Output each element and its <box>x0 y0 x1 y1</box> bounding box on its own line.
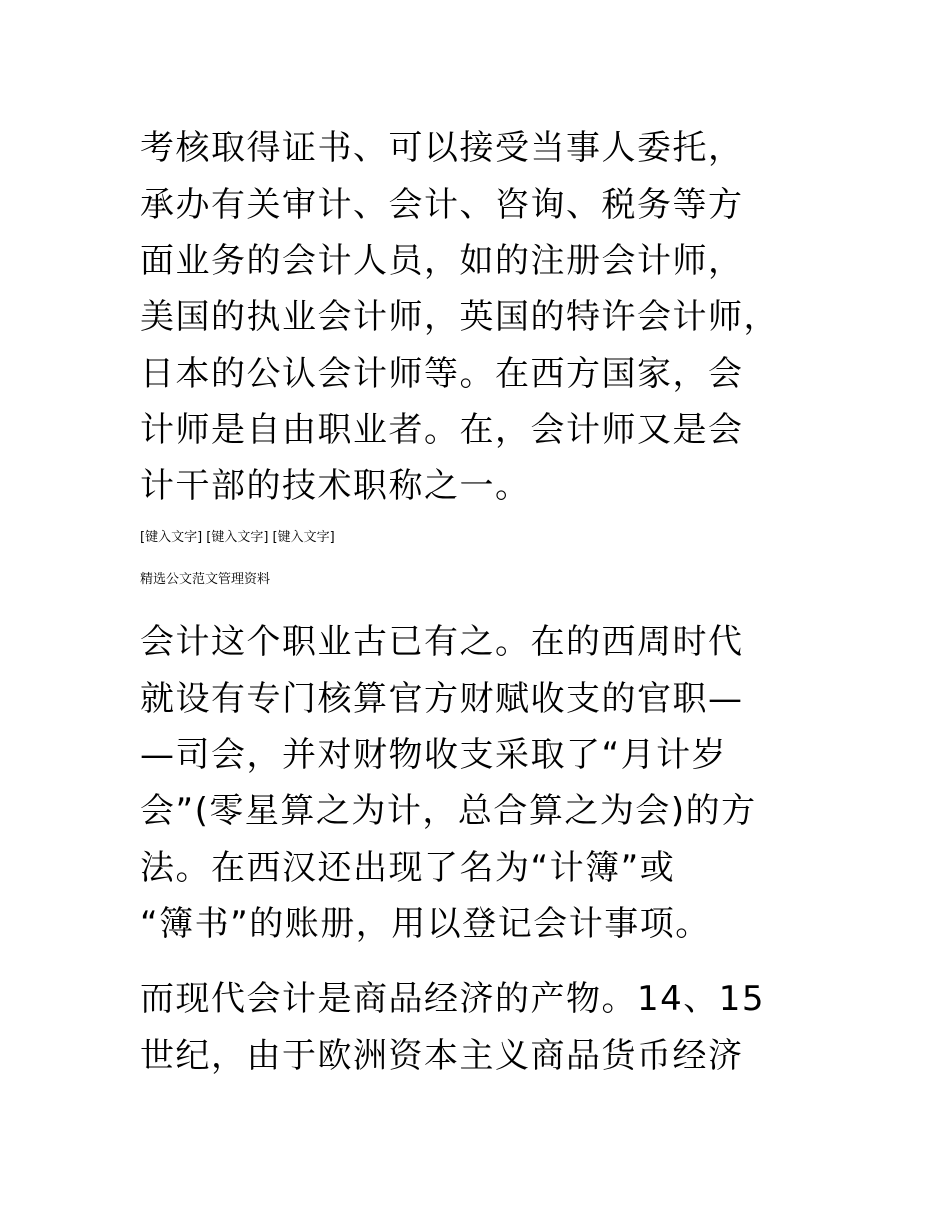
paragraph-3-line: 而现代会计是商品经济的产物。14、15 <box>140 979 766 1019</box>
paragraph-2-line: 法。在西汉还出现了名为“计簿”或 <box>140 848 676 888</box>
paragraph-1-line: 日本的公认会计师等。在西方国家，会 <box>140 354 744 394</box>
paragraph-1-line: 考核取得证书、可以接受当事人委托， <box>140 128 744 168</box>
paragraph-2-line: 就设有专门核算官方财赋收支的官职— <box>140 679 744 719</box>
paragraph-1-line: 面业务的会计人员，如的注册会计师， <box>140 241 744 281</box>
paragraph-2-line: “簿书”的账册，用以登记会计事项。 <box>140 904 711 944</box>
paragraph-1-line: 美国的执业会计师，英国的特许会计师， <box>140 297 779 337</box>
paragraph-1-line: 承办有关审计、会计、咨询、税务等方 <box>140 185 744 225</box>
paragraph-2-line: 会计这个职业古已有之。在的西周时代 <box>140 622 744 662</box>
paragraph-1-line: 计师是自由职业者。在，会计师又是会 <box>140 410 744 450</box>
header-placeholder: [键入文字] [键入文字] [键入文字] <box>140 530 335 545</box>
paragraph-1-line: 计干部的技术职称之一。 <box>140 466 531 506</box>
paragraph-3-line: 世纪，由于欧洲资本主义商品货币经济 <box>140 1036 744 1076</box>
paragraph-2-line: 会”(零星算之为计，总合算之为会)的方 <box>140 791 757 831</box>
document-caption: 精选公文范文管理资料 <box>140 572 271 587</box>
paragraph-2-line: —司会，并对财物收支采取了“月计岁 <box>140 735 728 775</box>
